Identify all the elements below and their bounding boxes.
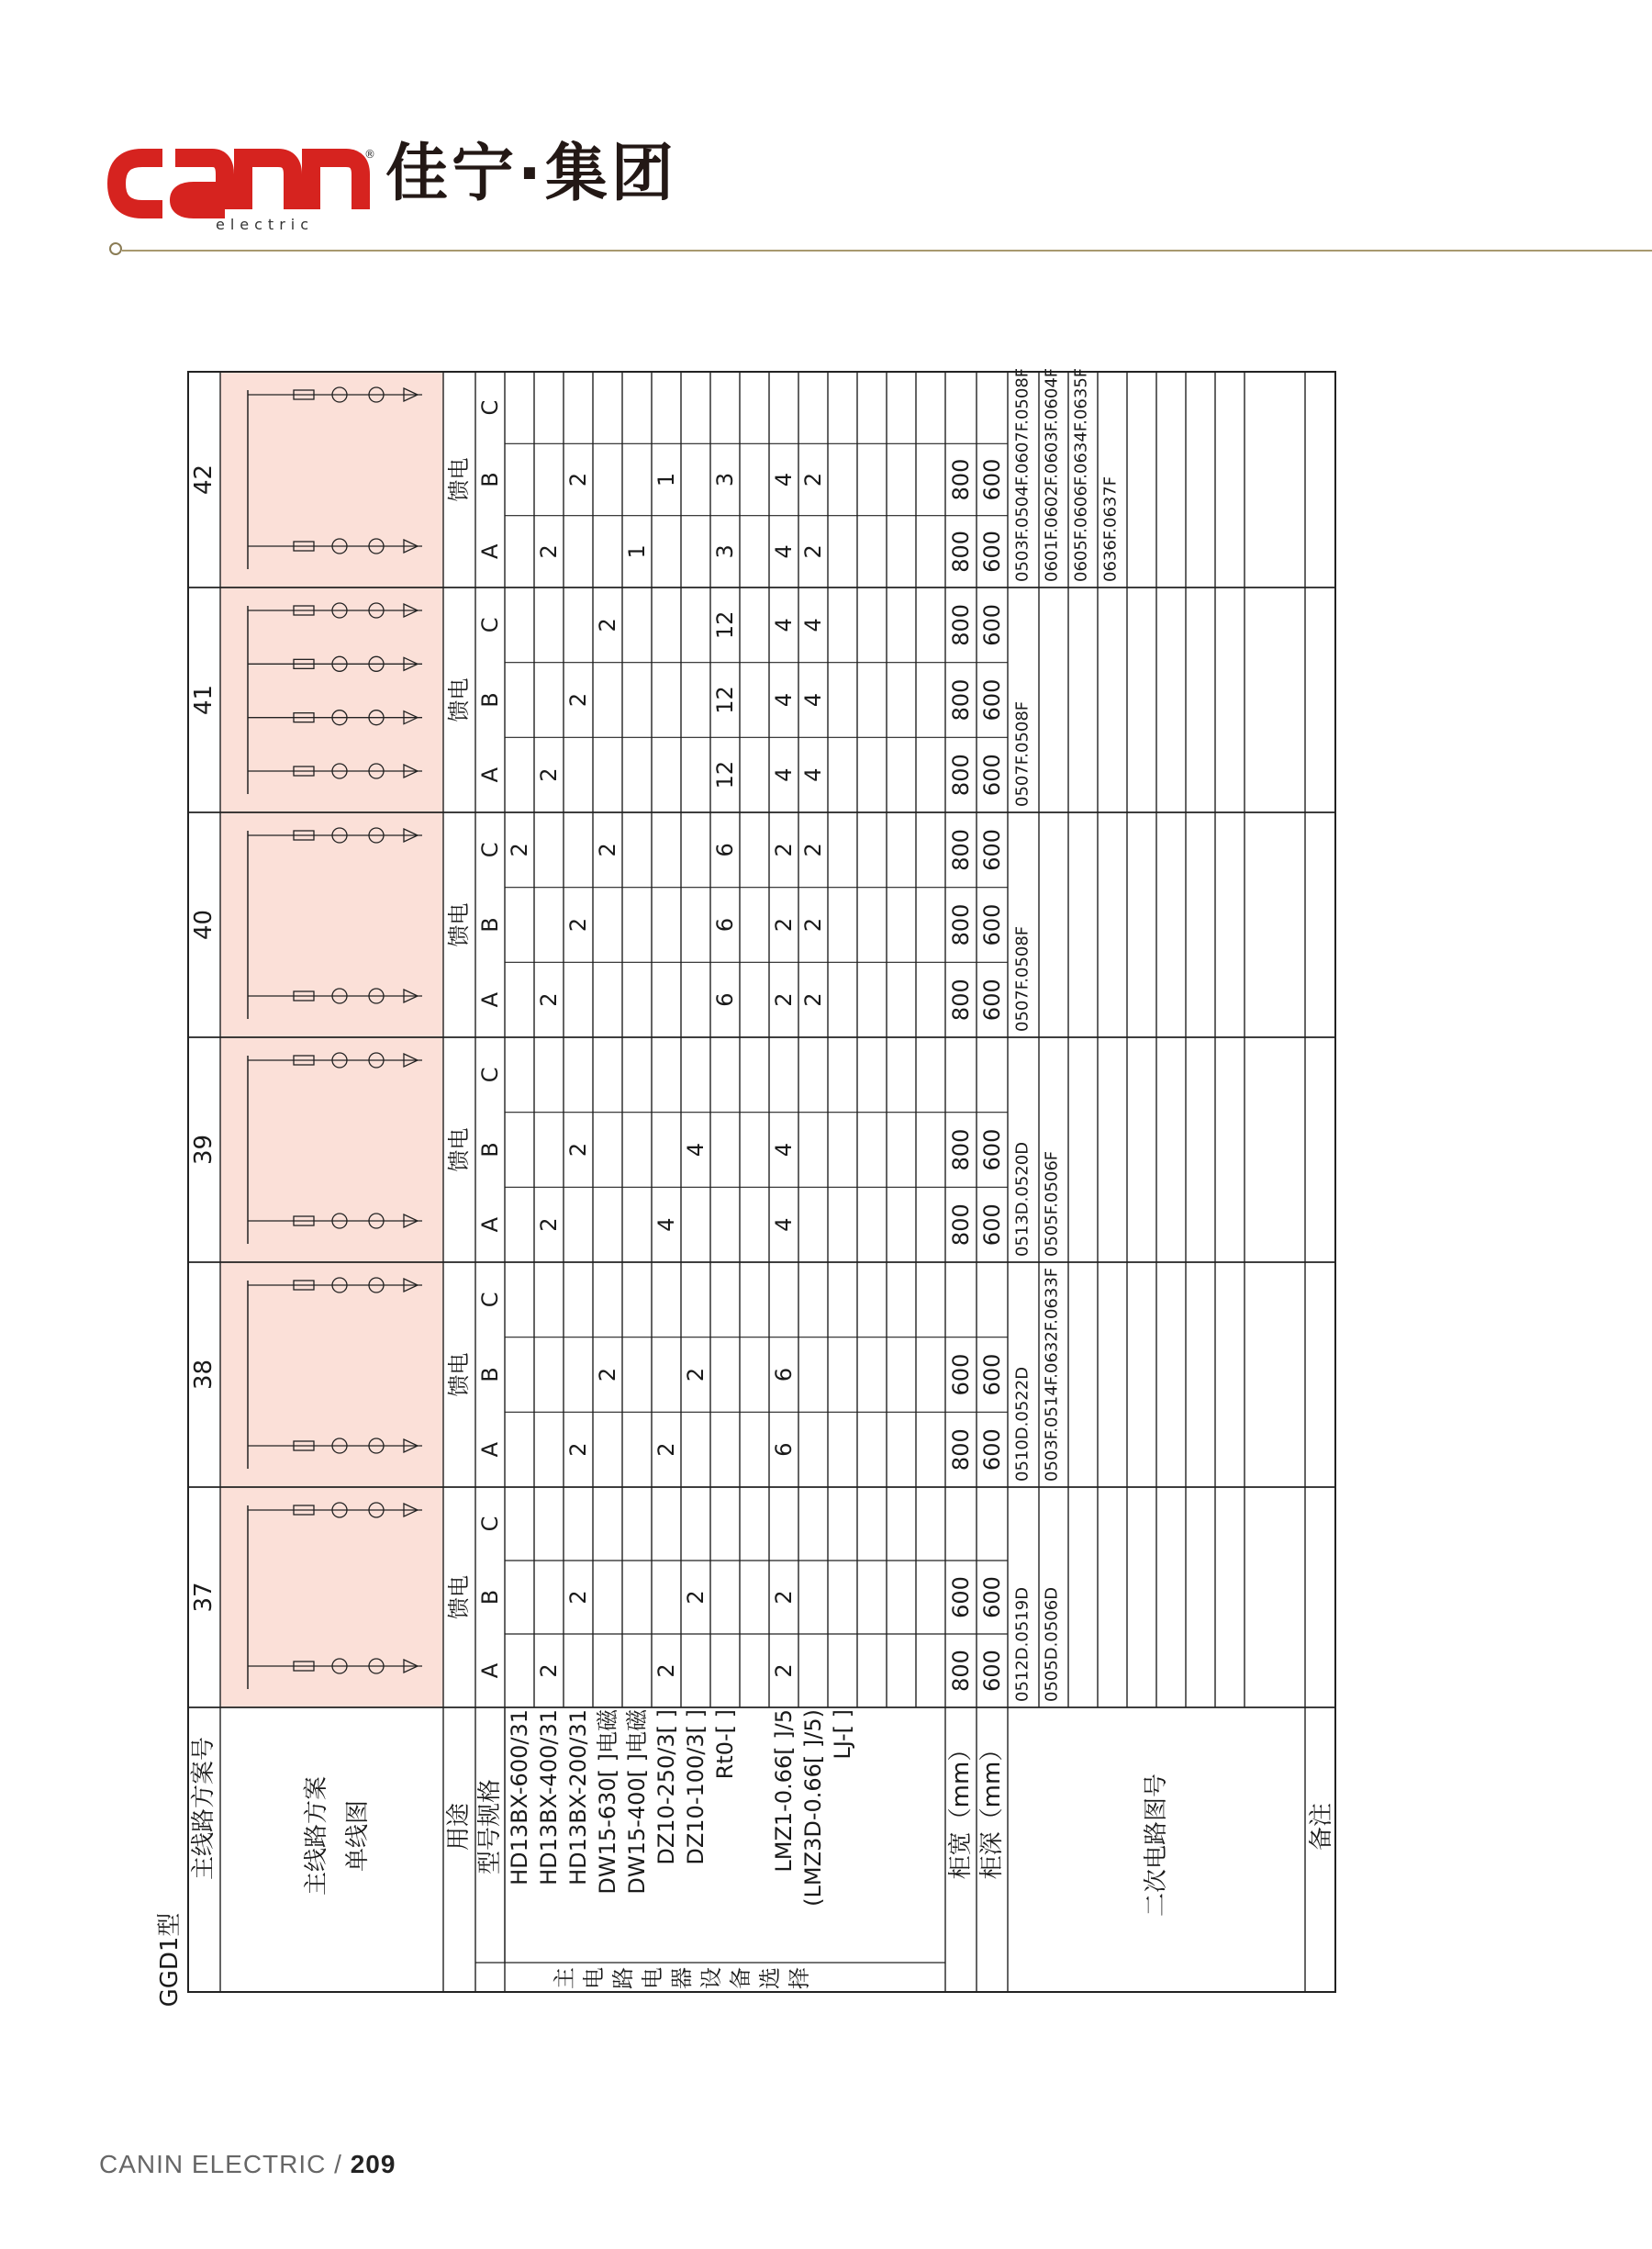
cell-42-9-0: 4 [771, 544, 797, 559]
cell-41-9-1: 4 [771, 692, 797, 708]
phase-39-A: A [477, 1216, 503, 1233]
secondary-39-1: 0505F.0506F [1042, 1150, 1062, 1257]
cell-40-7-1: 6 [712, 917, 738, 933]
equipment-label-char-3: 电 [640, 1967, 665, 1989]
component-6: DZ10-100/3[ ] [683, 1709, 709, 1865]
table-title: GGD1型 [156, 1912, 184, 2008]
equipment-label-char-7: 选 [757, 1967, 783, 1989]
cell-37-9-1: 2 [771, 1590, 797, 1605]
header-diagram-2: 单线图 [344, 1799, 372, 1873]
cell-41-10-2: 4 [800, 618, 826, 632]
cell-42-4-0: 1 [624, 544, 650, 559]
phase-42-B: B [477, 472, 503, 487]
secondary-37-1: 0505D.0506D [1042, 1586, 1062, 1702]
width-40-0: 800 [948, 979, 974, 1022]
cell-40-10-0: 2 [800, 992, 826, 1007]
phase-38-B: B [477, 1367, 503, 1382]
scheme-no-37: 37 [190, 1582, 218, 1613]
cell-37-9-0: 2 [771, 1663, 797, 1678]
cell-40-1-0: 2 [536, 992, 562, 1007]
footer-company: CANIN ELECTRIC [99, 2150, 327, 2178]
scheme-usage-42: 馈电 [446, 457, 472, 502]
cell-39-9-1: 4 [771, 1142, 797, 1158]
cell-39-6-1: 4 [683, 1142, 709, 1158]
cell-40-9-1: 2 [771, 917, 797, 933]
header-secondary: 二次电路图号 [1143, 1773, 1170, 1918]
cell-37-2-1: 2 [565, 1590, 591, 1605]
phase-42-A: A [477, 543, 503, 560]
header-width: 柜宽（mm） [947, 1737, 975, 1880]
cell-40-9-0: 2 [771, 992, 797, 1007]
scheme-no-39: 39 [190, 1134, 218, 1166]
cell-39-2-1: 2 [565, 1142, 591, 1158]
width-38-0: 800 [948, 1428, 974, 1471]
phase-39-B: B [477, 1142, 503, 1158]
secondary-38-0: 0510D.0522D [1012, 1366, 1032, 1482]
cell-40-0-2: 2 [507, 843, 532, 857]
phase-38-C: C [477, 1292, 503, 1308]
scheme-no-40: 40 [190, 909, 218, 941]
cell-38-5-0: 2 [653, 1442, 679, 1457]
scheme-no-42: 42 [190, 464, 218, 496]
brand-name: 佳宁·集团 [385, 138, 677, 210]
phase-40-A: A [477, 991, 503, 1008]
cell-41-3-2: 2 [595, 618, 620, 632]
secondary-37-0: 0512D.0519D [1012, 1586, 1032, 1702]
cell-41-7-2: 12 [712, 610, 738, 640]
cell-40-7-2: 6 [712, 843, 738, 857]
phase-41-B: B [477, 692, 503, 708]
depth-39-1: 600 [979, 1128, 1005, 1171]
scheme-no-38: 38 [190, 1359, 218, 1391]
secondary-42-0: 0503F.0504F.0607F.0508F [1012, 367, 1032, 582]
depth-40-0: 600 [979, 979, 1005, 1022]
scheme-no-41: 41 [190, 684, 218, 716]
component-5: DZ10-250/3[ ] [653, 1709, 679, 1865]
diagram-cell-bg-37 [220, 1487, 443, 1707]
cell-40-2-1: 2 [565, 917, 591, 933]
phase-40-C: C [477, 842, 503, 858]
depth-42-0: 600 [979, 530, 1005, 573]
cell-41-7-1: 12 [712, 686, 738, 714]
cell-42-10-0: 2 [800, 544, 826, 559]
diagram-cell-bg-40 [220, 812, 443, 1037]
depth-40-1: 600 [979, 903, 1005, 946]
phase-41-A: A [477, 766, 503, 783]
component-1: HD13BX-400/31 [536, 1709, 562, 1885]
cell-42-9-1: 4 [771, 472, 797, 487]
cell-38-9-0: 6 [771, 1442, 797, 1457]
depth-37-0: 600 [979, 1650, 1005, 1692]
scheme-usage-38: 馈电 [446, 1352, 472, 1397]
width-39-1: 800 [948, 1128, 974, 1171]
cell-42-7-1: 3 [712, 472, 738, 487]
cell-37-6-1: 2 [683, 1590, 709, 1605]
header-scheme-no: 主线路方案号 [190, 1736, 218, 1881]
cell-41-2-1: 2 [565, 692, 591, 708]
equipment-label-char-6: 备 [728, 1967, 753, 1989]
cell-39-1-0: 2 [536, 1217, 562, 1232]
secondary-38-1: 0503F.0514F.0632F.0633F [1042, 1267, 1062, 1482]
width-39-0: 800 [948, 1203, 974, 1247]
header-depth: 柜深（mm） [978, 1737, 1006, 1880]
cell-42-2-1: 2 [565, 472, 591, 487]
cell-42-5-1: 1 [653, 472, 679, 487]
width-37-0: 800 [948, 1650, 974, 1692]
width-40-1: 800 [948, 903, 974, 946]
cell-40-3-2: 2 [595, 843, 620, 857]
page-number: 209 [350, 2150, 396, 2178]
depth-41-1: 600 [979, 678, 1005, 722]
cell-41-9-2: 4 [771, 618, 797, 632]
width-37-1: 600 [948, 1576, 974, 1618]
component-11: LJ-[ ] [830, 1709, 855, 1760]
cell-37-5-0: 2 [653, 1663, 679, 1678]
footer-separator: / [326, 2150, 351, 2178]
logo-subtext: electric [216, 216, 315, 233]
scheme-usage-39: 馈电 [446, 1127, 472, 1172]
cell-41-10-1: 4 [800, 692, 826, 708]
width-42-0: 800 [948, 530, 974, 573]
secondary-39-0: 0513D.0520D [1012, 1141, 1032, 1257]
diagram-cell-bg-39 [220, 1037, 443, 1262]
cell-41-1-0: 2 [536, 767, 562, 782]
component-9: LMZ1-0.66[ ]/5 [771, 1709, 797, 1873]
scheme-usage-40: 馈电 [446, 902, 472, 947]
width-40-2: 800 [948, 828, 974, 871]
secondary-41-0: 0507F.0508F [1012, 700, 1032, 807]
svg-text:®: ® [364, 148, 375, 161]
cell-41-9-0: 4 [771, 767, 797, 782]
cell-38-2-0: 2 [565, 1442, 591, 1457]
width-41-2: 800 [948, 603, 974, 646]
depth-39-0: 600 [979, 1203, 1005, 1247]
width-41-0: 800 [948, 754, 974, 797]
cell-40-9-2: 2 [771, 843, 797, 857]
depth-41-2: 600 [979, 603, 1005, 646]
depth-38-1: 600 [979, 1353, 1005, 1396]
cell-40-10-2: 2 [800, 843, 826, 857]
component-3: DW15-630[ ]电磁 [595, 1709, 620, 1895]
phase-41-C: C [477, 617, 503, 633]
depth-41-0: 600 [979, 754, 1005, 797]
component-0: HD13BX-600/31 [507, 1709, 532, 1885]
component-10: (LMZ3D-0.66[ ]/5) [800, 1709, 826, 1907]
equipment-label-char-0: 主 [552, 1967, 577, 1989]
header-model: 型号规格 [476, 1778, 504, 1875]
depth-40-2: 600 [979, 828, 1005, 871]
phase-37-A: A [477, 1662, 503, 1679]
header-diagram-1: 主线路方案 [303, 1775, 330, 1897]
scheme-usage-41: 馈电 [446, 677, 472, 722]
cell-39-5-0: 4 [653, 1217, 679, 1232]
equipment-label-char-2: 路 [610, 1967, 636, 1989]
width-41-1: 800 [948, 678, 974, 722]
equipment-label-char-5: 设 [698, 1967, 724, 1989]
cell-42-10-1: 2 [800, 472, 826, 487]
cell-42-7-0: 3 [712, 544, 738, 559]
cell-39-9-0: 4 [771, 1217, 797, 1232]
cell-40-10-1: 2 [800, 917, 826, 933]
width-42-1: 800 [948, 458, 974, 501]
header-remark: 备注 [1308, 1802, 1335, 1852]
phase-40-B: B [477, 917, 503, 933]
depth-37-1: 600 [979, 1576, 1005, 1618]
secondary-42-3: 0636F.0637F [1100, 476, 1121, 582]
component-4: DW15-400[ ]电磁 [624, 1709, 650, 1895]
diagram-cell-bg-38 [220, 1262, 443, 1487]
cell-41-10-0: 4 [800, 767, 826, 782]
component-7: Rt0-[ ] [712, 1709, 738, 1780]
cell-41-7-0: 12 [712, 760, 738, 789]
diagram-cell-bg-42 [220, 372, 443, 587]
cell-38-6-1: 2 [683, 1367, 709, 1382]
cell-38-9-1: 6 [771, 1367, 797, 1382]
phase-42-C: C [477, 399, 503, 416]
phase-39-C: C [477, 1067, 503, 1083]
cell-38-3-1: 2 [595, 1367, 620, 1382]
width-38-1: 600 [948, 1353, 974, 1396]
page-footer [99, 2150, 396, 2179]
secondary-42-1: 0601F.0602F.0603F.0604F [1042, 367, 1062, 582]
header-usage: 用途 [445, 1802, 473, 1852]
equipment-label-char-1: 电 [581, 1967, 607, 1989]
phase-38-A: A [477, 1441, 503, 1458]
component-2: HD13BX-200/31 [565, 1709, 591, 1885]
diagram-cell-bg-41 [220, 587, 443, 812]
depth-38-0: 600 [979, 1428, 1005, 1471]
cell-42-1-0: 2 [536, 544, 562, 559]
phase-37-B: B [477, 1589, 503, 1606]
scheme-usage-37: 馈电 [446, 1575, 472, 1619]
cell-40-7-0: 6 [712, 992, 738, 1007]
secondary-40-0: 0507F.0508F [1012, 925, 1032, 1032]
cell-37-1-0: 2 [536, 1663, 562, 1678]
secondary-42-2: 0605F.0606F.0634F.0635F [1071, 367, 1091, 582]
equipment-label-char-8: 择 [787, 1967, 812, 1989]
depth-42-1: 600 [979, 458, 1005, 501]
phase-37-C: C [477, 1516, 503, 1532]
equipment-label-char-4: 器 [669, 1967, 695, 1989]
